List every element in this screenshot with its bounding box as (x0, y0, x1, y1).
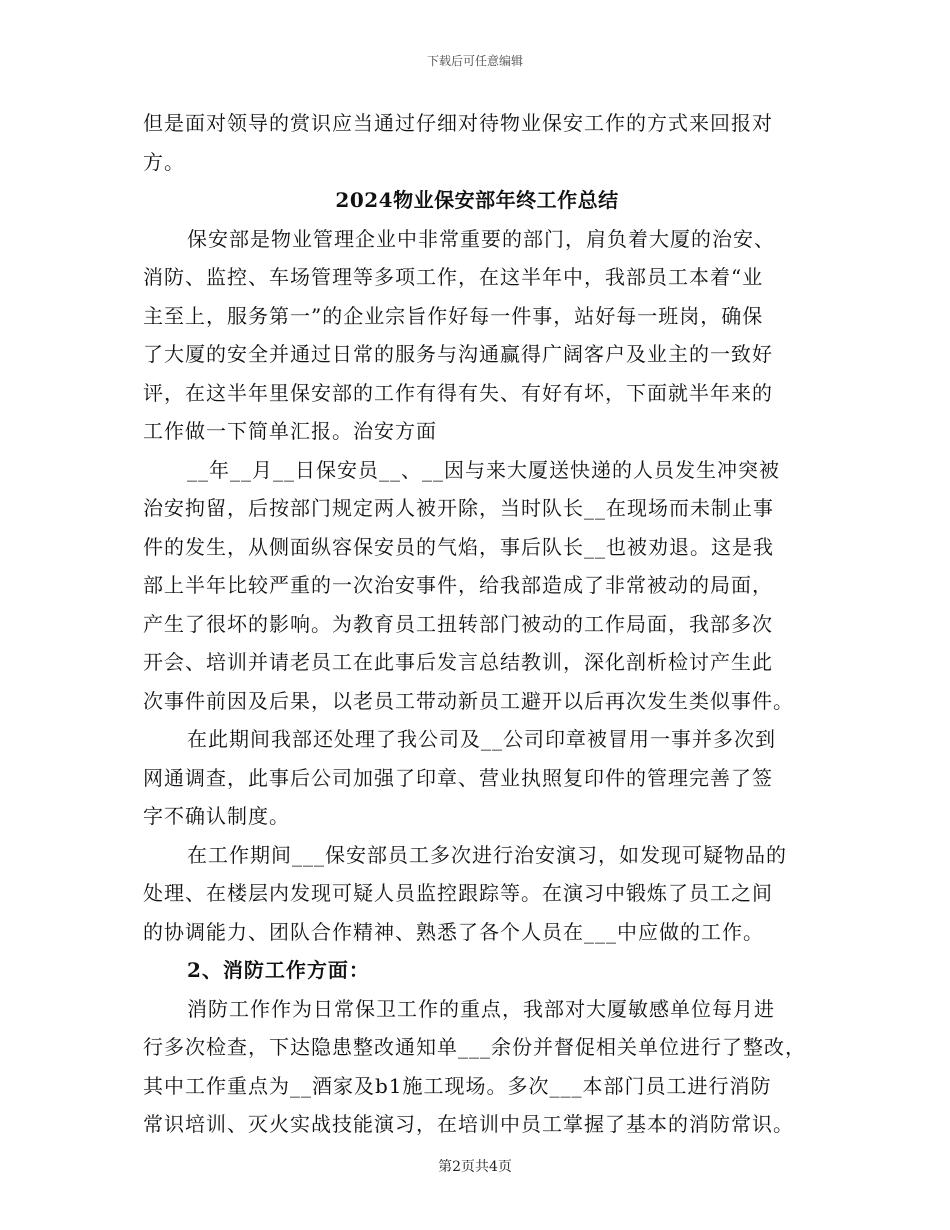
paragraph-line: 消防工作作为日常保卫工作的重点，我部对大厦敏感单位每月进 (187, 996, 775, 1021)
intro-line: 方。 (143, 149, 185, 174)
paragraph-security-overview (143, 220, 811, 451)
document-body (143, 104, 811, 1144)
paragraph-fire (143, 990, 811, 1144)
paragraph-line: 件的发生，从侧面纵容保安员的气焰，事后队长__也被劝退。这是我 (143, 534, 774, 559)
paragraph-line: __年__月__日保安员__、__因与来大厦送快递的人员发生冲突被 (187, 457, 780, 482)
paragraph-incident (143, 451, 811, 721)
paragraph-line: 主至上，服务第一”的企业宗旨作好每一件事，站好每一班岗，确保 (143, 303, 764, 328)
paragraph-line: 在此期间我部还处理了我公司及__公司印章被冒用一事并多次到 (187, 727, 776, 751)
paragraph-line: 了大厦的安全并通过日常的服务与沟通赢得广阔客户及业主的一致好 (143, 342, 773, 366)
paragraph-line: 字不确认制度。 (143, 804, 290, 828)
paragraph-drills (143, 836, 811, 952)
paragraph-line: 部上半年比较严重的一次治安事件，给我部造成了非常被动的局面， (143, 573, 773, 597)
paragraph-seal-misuse (143, 720, 811, 836)
document-title: 2024物业保安部年终工作总结 (335, 188, 619, 212)
page-number: 第2页共4页 (438, 1159, 512, 1175)
paragraph-line: 网通调查，此事后公司加强了印章、营业执照复印件的管理完善了签 (143, 765, 773, 790)
section-heading-fire: 2、消防工作方面： (187, 958, 370, 982)
paragraph-line: 处理、在楼层内发现可疑人员监控跟踪等。在演习中锻炼了员工之间 (143, 881, 773, 905)
paragraph-line: 行多次检查，下达隐患整改通知单___余份并督促相关单位进行了整改， (143, 1035, 806, 1059)
paragraph-line: 治安拘留，后按部门规定两人被开除，当时队长__在现场而未制止事 (143, 496, 774, 520)
paragraph-line: 开会、培训并请老员工在此事后发言总结教训，深化剖析检讨产生此 (143, 650, 773, 674)
paragraph-line: 次事件前因及后果，以老员工带动新员工避开以后再次发生类似事件。 (143, 688, 794, 713)
paragraph-line: 在工作期间___保安部员工多次进行治安演习，如发现可疑物品的 (187, 842, 787, 867)
paragraph-line: 评，在这半年里保安部的工作有得有失、有好有坏，下面就半年来的 (143, 380, 773, 405)
paragraph-line: 的协调能力、团队合作精神、熟悉了各个人员在___中应做的工作。 (143, 919, 764, 944)
intro-line: 但是面对领导的赏识应当通过仔细对待物业保安工作的方式来回报对 (143, 111, 773, 135)
paragraph-line: 消防、监控、车场管理等多项工作，在这半年中，我部员工本着“业 (143, 265, 764, 289)
paragraph-line: 工作做一下简单汇报。治安方面 (143, 419, 437, 443)
page-header-note: 下载后可任意编辑 (426, 54, 523, 68)
paragraph-line: 保安部是物业管理企业中非常重要的部门，肩负着大厦的治安、 (187, 226, 775, 251)
paragraph-line: 产生了很坏的影响。为教育员工扭转部门被动的工作局面，我部多次 (143, 611, 773, 636)
paragraph-line: 其中工作重点为__酒家及b1施工现场。多次___本部门员工进行消防 (143, 1073, 772, 1098)
paragraph-line: 常识培训、灭火实战技能演习，在培训中员工掌握了基本的消防常识。 (143, 1112, 794, 1136)
